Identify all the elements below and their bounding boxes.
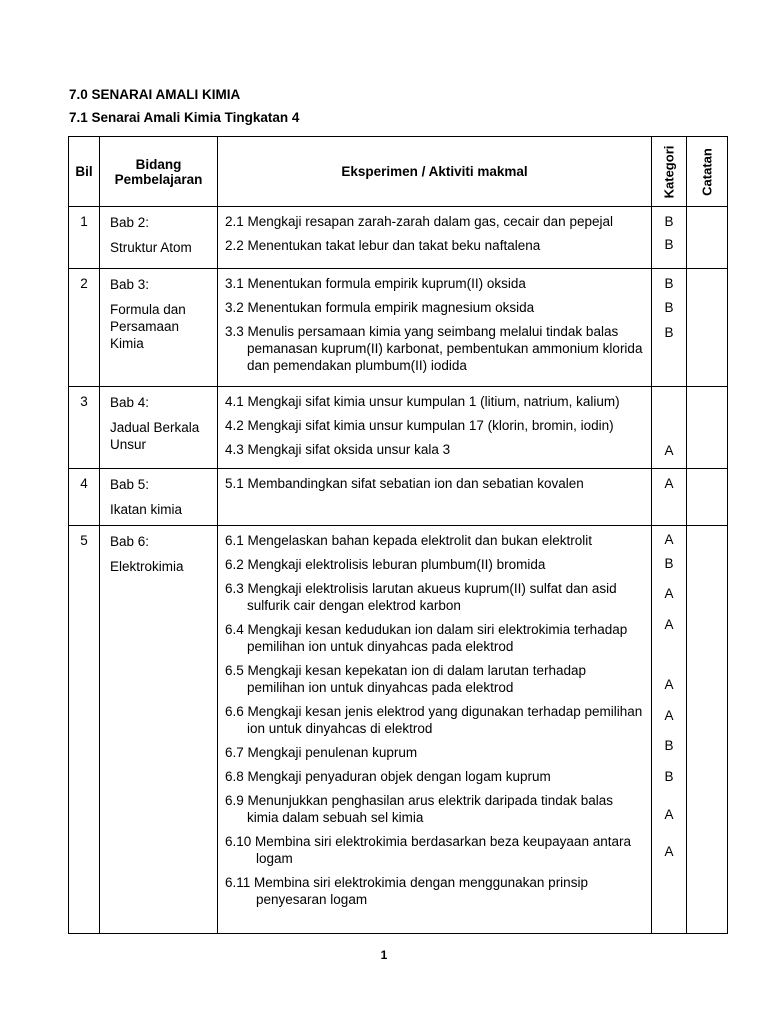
section-heading: 7.0 SENARAI AMALI KIMIA <box>69 87 241 102</box>
field-cell <box>100 387 218 469</box>
category-value: A <box>664 708 674 723</box>
category-value: A <box>664 677 674 692</box>
category-value: A <box>664 443 674 458</box>
category-value: B <box>664 738 674 753</box>
activity-item: 6.3 Mengkaji elektrolisis larutan akueus kuprum(II) sulfat dan asid sulfurik cair dengan elektrod karbon <box>225 581 617 613</box>
activity-item: 4.2 Mengkaji sifat kimia unsur kumpulan 17 (klorin, bromin, iodin) <box>225 418 614 433</box>
category-value: B <box>664 276 674 291</box>
activity-item: 6.9 Menunjukkan penghasilan arus elektrik daripada tindak balas kimia dalam sebuah sel kimia <box>225 793 613 825</box>
row-number: 3 <box>69 387 100 469</box>
activity-item: 4.3 Mengkaji sifat oksida unsur kala 3 <box>225 442 451 457</box>
chapter-title: Ikatan kimia <box>110 502 183 517</box>
activity-cell <box>218 269 652 387</box>
category-value: A <box>664 844 674 859</box>
chapter-title: Formula dan Persamaan Kimia <box>110 302 186 351</box>
category-value: B <box>664 300 674 315</box>
header-eksperimen: Eksperimen / Aktiviti makmal <box>218 137 652 207</box>
activity-item: 6.1 Mengelaskan bahan kepada elektrolit dan bukan elektrolit <box>225 533 592 548</box>
field-cell <box>100 207 218 269</box>
category-value: A <box>664 807 674 822</box>
activity-cell <box>218 526 652 934</box>
row-number: 5 <box>69 526 100 934</box>
chapter-title: Jadual Berkala Unsur <box>110 420 200 452</box>
header-bidang-line2: Pembelajaran <box>114 171 203 187</box>
header-kategori <box>652 137 687 207</box>
header-catatan <box>687 137 728 207</box>
notes-cell <box>687 469 728 526</box>
chapter-title: Elektrokimia <box>110 559 184 574</box>
activity-item: 6.6 Mengkaji kesan jenis elektrod yang digunakan terhadap pemilihan ion untuk dinyahcas di elektrod <box>225 704 643 736</box>
table-row <box>69 269 728 387</box>
activity-item: 6.10 Membina siri elektrokimia berdasarkan beza keupayaan antara logam <box>225 834 631 866</box>
table-row <box>69 526 728 934</box>
category-value: A <box>664 586 674 601</box>
activity-item: 6.5 Mengkaji kesan kepekatan ion di dalam larutan terhadap pemilihan ion untuk dinyahcas pada elektrod <box>225 663 586 695</box>
category-value: B <box>664 769 674 784</box>
table-row <box>69 207 728 269</box>
section-subheading: 7.1 Senarai Amali Kimia Tingkatan 4 <box>69 110 300 125</box>
notes-cell <box>687 269 728 387</box>
activity-item: 3.2 Menentukan formula empirik magnesium oksida <box>225 300 535 315</box>
row-number: 4 <box>69 469 100 526</box>
field-cell <box>100 269 218 387</box>
chapter-title: Struktur Atom <box>110 240 192 255</box>
category-cell <box>652 387 687 469</box>
activity-item: 3.3 Menulis persamaan kimia yang seimbang melalui tindak balas pemanasan kuprum(II) karbonat, pembentukan ammonium klorida dan pemendakan plumbum(II) iodida <box>225 324 643 373</box>
table-row <box>69 387 728 469</box>
header-bidang-line1: Bidang <box>135 156 182 172</box>
category-cell <box>652 526 687 934</box>
practical-list-table <box>68 136 728 934</box>
activity-item: 6.7 Mengkaji penulenan kuprum <box>225 745 418 760</box>
header-bidang <box>100 137 218 207</box>
activity-item: 6.4 Mengkaji kesan kedudukan ion dalam siri elektrokimia terhadap pemilihan ion untuk dinyahcas pada elektrod <box>225 622 628 654</box>
chapter-label: Bab 5: <box>110 477 150 492</box>
category-value: B <box>664 325 674 340</box>
category-cell <box>652 207 687 269</box>
category-value: B <box>664 214 674 229</box>
activity-item: 2.1 Mengkaji resapan zarah-zarah dalam gas, cecair dan pepejal <box>225 214 613 229</box>
activity-cell <box>218 387 652 469</box>
field-cell <box>100 526 218 934</box>
page-number: 1 <box>380 948 388 962</box>
row-number: 2 <box>69 269 100 387</box>
activity-item: 5.1 Membandingkan sifat sebatian ion dan sebatian kovalen <box>225 476 584 491</box>
row-number: 1 <box>69 207 100 269</box>
header-catatan-label: Catatan <box>699 147 715 196</box>
category-value: A <box>664 476 674 491</box>
table-header-row <box>69 137 728 207</box>
header-bil: Bil <box>69 137 100 207</box>
chapter-label: Bab 6: <box>110 534 150 549</box>
header-kategori-label: Kategori <box>661 145 677 198</box>
activity-item: 3.1 Menentukan formula empirik kuprum(II) oksida <box>225 276 526 291</box>
field-cell <box>100 469 218 526</box>
activity-cell <box>218 207 652 269</box>
activity-item: 6.2 Mengkaji elektrolisis leburan plumbum(II) bromida <box>225 557 546 572</box>
category-value: A <box>664 532 674 547</box>
table-row <box>69 469 728 526</box>
notes-cell <box>687 387 728 469</box>
category-value: B <box>664 556 674 571</box>
activity-item: 2.2 Menentukan takat lebur dan takat beku naftalena <box>225 238 541 253</box>
notes-cell <box>687 207 728 269</box>
chapter-label: Bab 3: <box>110 277 150 292</box>
category-cell <box>652 469 687 526</box>
activity-cell <box>218 469 652 526</box>
activity-item: 6.8 Mengkaji penyaduran objek dengan logam kuprum <box>225 769 551 784</box>
category-value: B <box>664 237 674 252</box>
chapter-label: Bab 4: <box>110 395 150 410</box>
chapter-label: Bab 2: <box>110 215 150 230</box>
activity-item: 4.1 Mengkaji sifat kimia unsur kumpulan 1 (litium, natrium, kalium) <box>225 394 620 409</box>
category-value: A <box>664 617 674 632</box>
activity-item: 6.11 Membina siri elektrokimia dengan menggunakan prinsip penyesaran logam <box>225 875 588 907</box>
notes-cell <box>687 526 728 934</box>
category-cell <box>652 269 687 387</box>
